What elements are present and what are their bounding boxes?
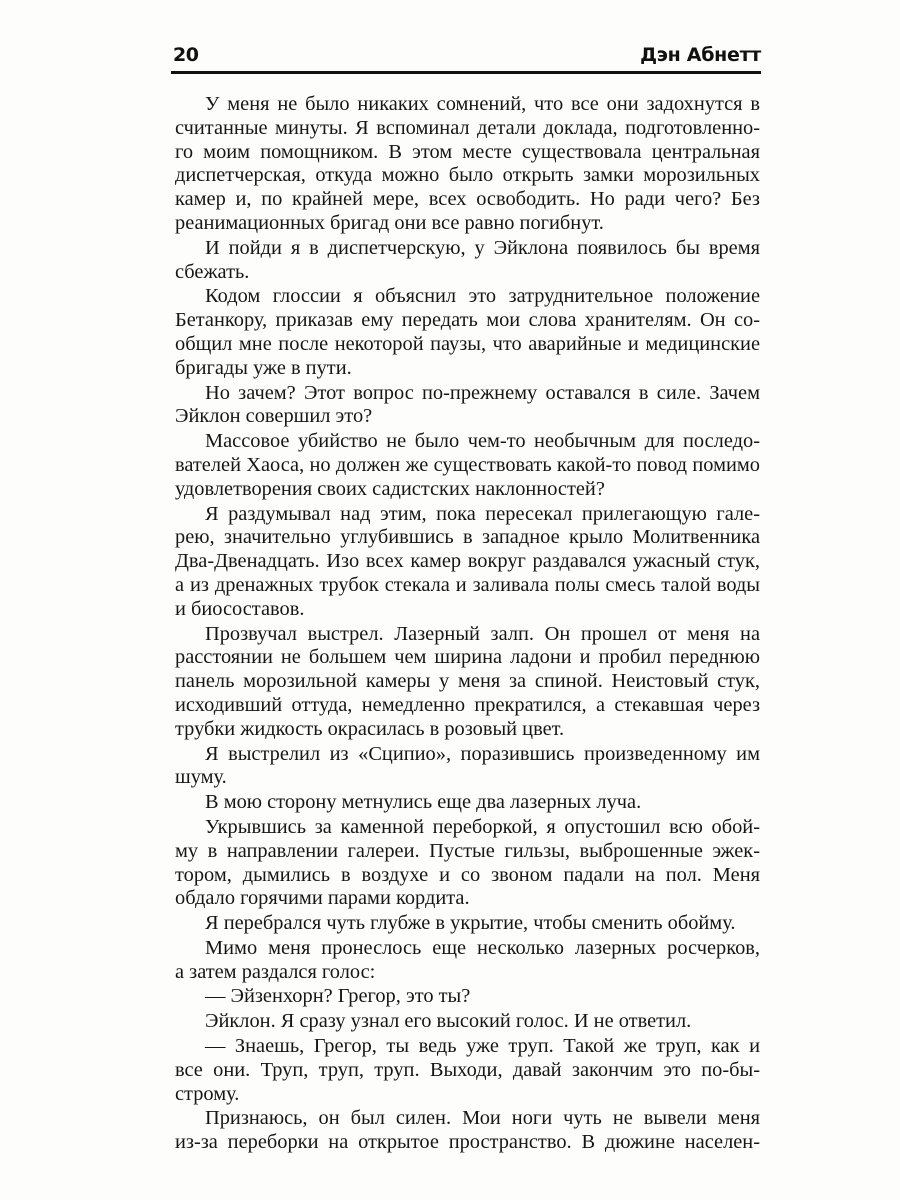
text-line: — Знаешь, Грегор, ты ведь уже труп. Такой же труп, как и — [205, 1035, 760, 1058]
text-line: шуму. — [175, 766, 227, 789]
text-line: Эйклон. Я сразу узнал его высокий голос. И не ответил. — [205, 1010, 692, 1033]
text-line: Признаюсь, он был силен. Мои ноги чуть не вывели меня — [205, 1107, 760, 1130]
text-line: а затем раздался голос: — [175, 960, 376, 983]
text-line: диспетчерская, откуда можно было открыть замки морозильных — [175, 164, 760, 187]
text-line: Я раздумывал над этим, пока пересекал прилегающую гале- — [205, 502, 760, 525]
text-line: расстоянии не большем чем ширина ладони и пробил переднюю — [175, 646, 760, 669]
text-line: И пойди я в диспетчерскую, у Эйклона появилось бы время — [205, 236, 760, 259]
text-line: считанные минуты. Я вспоминал детали доклада, подготовленно- — [175, 116, 760, 139]
text-line: панель морозильной камеры у меня за спиной. Неистовый стук, — [175, 670, 760, 693]
text-line: му в направлении галереи. Пустые гильзы, выброшенные эжек- — [175, 839, 760, 862]
text-line: Прозвучал выстрел. Лазерный залп. Он прошел от меня на — [205, 622, 760, 645]
text-line: Укрывшись за каменной переборкой, я опустошил всю обой- — [205, 815, 760, 838]
page-header — [171, 44, 761, 68]
running-title: Дэн Абнетт — [640, 44, 761, 66]
text-line: сбежать. — [175, 260, 250, 283]
text-line: тором, дымились в воздухе и со звоном падали на пол. Меня — [175, 863, 760, 886]
text-line: рею, значительно углубившись в западное крыло Молитвенника — [175, 526, 760, 549]
text-line: Кодом глосcии я объяснил это затруднительное положение — [205, 285, 760, 308]
text-line: Но зачем? Этот вопрос по-прежнему оставался в силе. Зачем — [205, 381, 760, 404]
text-line: го моим помощником. В этом месте существовала центральная — [175, 140, 760, 163]
text-line: строму. — [175, 1082, 240, 1105]
text-line: обдало горячими парами кордита. — [175, 887, 470, 910]
text-line: трубки жидкость окрасилась в розовый цвет. — [175, 717, 565, 740]
text-line: У меня не было никаких сомнений, что все они задохнутся в — [205, 93, 760, 115]
text-line: Бетанкору, приказав ему передать мои слова хранителям. Он со- — [175, 309, 760, 332]
text-line: Эйклон совершил это? — [175, 405, 373, 428]
text-line: реанимационных бригад они все равно погибнут. — [175, 211, 604, 234]
text-line: общил мне после некоторой паузы, что аварийные и медицинские — [175, 332, 760, 355]
text-line: и биосоставов. — [175, 597, 305, 620]
page-number: 20 — [173, 44, 199, 66]
body-text — [175, 93, 760, 1155]
text-line: — Эйзенхорн? Грегор, это ты? — [205, 985, 471, 1008]
text-line: Я выстрелил из «Сципио», поразившись произведенному им — [205, 742, 760, 765]
text-line: все они. Труп, труп, труп. Выходи, давай закончим это по-бы- — [175, 1058, 760, 1081]
text-line: вателей Хаоса, но должен же существовать какой-то повод помимо — [175, 453, 760, 476]
text-line: камер и, по крайней мере, всех освободить. Но ради чего? Без — [175, 188, 760, 211]
text-line: Два-Двенадцать. Изо всех камер вокруг раздавался ужасный стук, — [175, 550, 760, 573]
text-line: удовлетворения своих садистских наклонностей? — [175, 477, 605, 500]
text-line: из-за переборки на открытое пространство. В дюжине населен- — [175, 1131, 760, 1154]
text-line: бригады уже в пути. — [175, 356, 352, 379]
text-line: исходивший оттуда, немедленно прекратился, а стекавшая через — [175, 693, 760, 716]
text-line: В мою сторону метнулись еще два лазерных луча. — [205, 791, 642, 814]
text-line: Мимо меня пронеслось еще несколько лазерных росчерков, — [205, 936, 760, 959]
text-line: Массовое убийство не было чем-то необычным для последо- — [205, 430, 760, 453]
text-line: Я перебрался чуть глубже в укрытие, чтобы сменить обойму. — [205, 912, 736, 935]
header-rule — [171, 71, 761, 74]
text-line: а из дренажных трубок стекала и заливала полы смесь талой воды — [175, 573, 760, 596]
